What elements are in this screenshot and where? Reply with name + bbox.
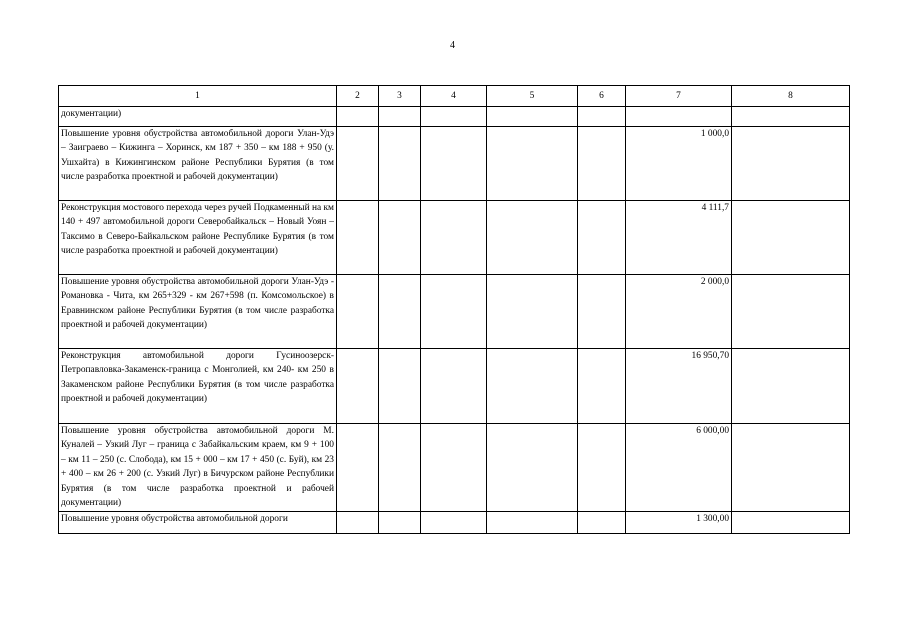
row-cell-8: [732, 127, 850, 201]
row-cell-7: 16 950,70: [626, 349, 732, 424]
row-cell-8: [732, 275, 850, 349]
row-cell-4: [421, 424, 487, 512]
row-cell-5: [487, 127, 578, 201]
row-name: Повышение уровня обустройства автомобильной дороги Улан-Удэ - Романовка - Чита, км 265+329 - км 267+598 (п. Комсомольское) в Еравнинском районе Республики Бурятия (в том числе разработка проектной и рабочей документации): [59, 275, 337, 349]
table-row: [59, 424, 850, 512]
row-cell-4: [421, 127, 487, 201]
col-header-3: 3: [379, 86, 421, 107]
row-name: Реконструкция мостового перехода через ручей Подкаменный на км 140 + 497 автомобильной дороги Северобайкальск – Новый Уоян – Таксимо в Северо-Байкальском районе Республике Бурятия (в том числе разработка проектной и рабочей документации): [59, 201, 337, 275]
table-row: [59, 275, 850, 349]
row-cell-4: [421, 201, 487, 275]
row-cell-2: [337, 275, 379, 349]
row-cell-5: [487, 349, 578, 424]
row-cell-7: 4 111,7: [626, 201, 732, 275]
col-header-4: 4: [421, 86, 487, 107]
row-cell-6: [578, 349, 626, 424]
row-name: Повышение уровня обустройства автомобильной дороги: [59, 512, 337, 534]
row-cell-4: [421, 107, 487, 127]
row-cell-3: [379, 424, 421, 512]
row-cell-5: [487, 512, 578, 534]
table-row: [59, 127, 850, 201]
row-cell-7: 2 000,0: [626, 275, 732, 349]
row-cell-5: [487, 201, 578, 275]
row-cell-8: [732, 512, 850, 534]
row-name: документации): [59, 107, 337, 127]
row-cell-2: [337, 512, 379, 534]
row-cell-4: [421, 512, 487, 534]
row-cell-6: [578, 107, 626, 127]
table-row: [59, 201, 850, 275]
budget-table: [58, 85, 850, 534]
row-cell-6: [578, 127, 626, 201]
col-header-5: 5: [487, 86, 578, 107]
row-cell-7: 1 000,0: [626, 127, 732, 201]
row-cell-2: [337, 127, 379, 201]
page-number: 4: [450, 40, 455, 51]
row-cell-3: [379, 107, 421, 127]
table-row: [59, 512, 850, 534]
row-cell-6: [578, 201, 626, 275]
row-name: Повышение уровня обустройства автомобильной дороги Улан-Удэ – Заиграево – Кижинга – Хоринск, км 187 + 350 – км 188 + 950 (у. Ушхайта) в Кижингинском районе Республики Бурятия (в том числе разработка проектной и рабочей документации): [59, 127, 337, 201]
row-cell-4: [421, 275, 487, 349]
row-cell-3: [379, 275, 421, 349]
row-cell-2: [337, 107, 379, 127]
col-header-7: 7: [626, 86, 732, 107]
row-cell-3: [379, 127, 421, 201]
row-name: Реконструкция автомобильной дороги Гусиноозерск-Петропавловка-Закаменск-граница с Монголией, км 240- км 250 в Закаменском районе Республики Бурятия (в том числе разработка проектной и рабочей документации): [59, 349, 337, 424]
row-cell-6: [578, 512, 626, 534]
row-cell-2: [337, 201, 379, 275]
col-header-1: 1: [59, 86, 337, 107]
row-cell-5: [487, 424, 578, 512]
row-cell-5: [487, 107, 578, 127]
row-cell-2: [337, 424, 379, 512]
table-row: [59, 107, 850, 127]
row-cell-2: [337, 349, 379, 424]
row-cell-8: [732, 107, 850, 127]
col-header-2: 2: [337, 86, 379, 107]
row-cell-7: 6 000,00: [626, 424, 732, 512]
row-cell-8: [732, 349, 850, 424]
row-name: Повышение уровня обустройства автомобильной дороги М. Куналей – Узкий Луг – граница с Забайкальским краем, км 9 + 100 – км 11 – 250 (с. Слобода), км 15 + 000 – км 17 + 450 (с. Буй), км 23 + 400 – км 26 + 200 (с. Узкий Луг) в Бичурском районе Республики Бурятия (в том числе разработка проектной и рабочей документации): [59, 424, 337, 512]
row-cell-3: [379, 512, 421, 534]
row-cell-4: [421, 349, 487, 424]
row-cell-8: [732, 201, 850, 275]
row-cell-3: [379, 201, 421, 275]
col-header-6: 6: [578, 86, 626, 107]
row-cell-3: [379, 349, 421, 424]
row-cell-6: [578, 275, 626, 349]
table-row: [59, 349, 850, 424]
row-cell-7: [626, 107, 732, 127]
row-cell-6: [578, 424, 626, 512]
row-cell-5: [487, 275, 578, 349]
table-header-row: [59, 86, 850, 107]
row-cell-7: 1 300,00: [626, 512, 732, 534]
col-header-8: 8: [732, 86, 850, 107]
row-cell-8: [732, 424, 850, 512]
